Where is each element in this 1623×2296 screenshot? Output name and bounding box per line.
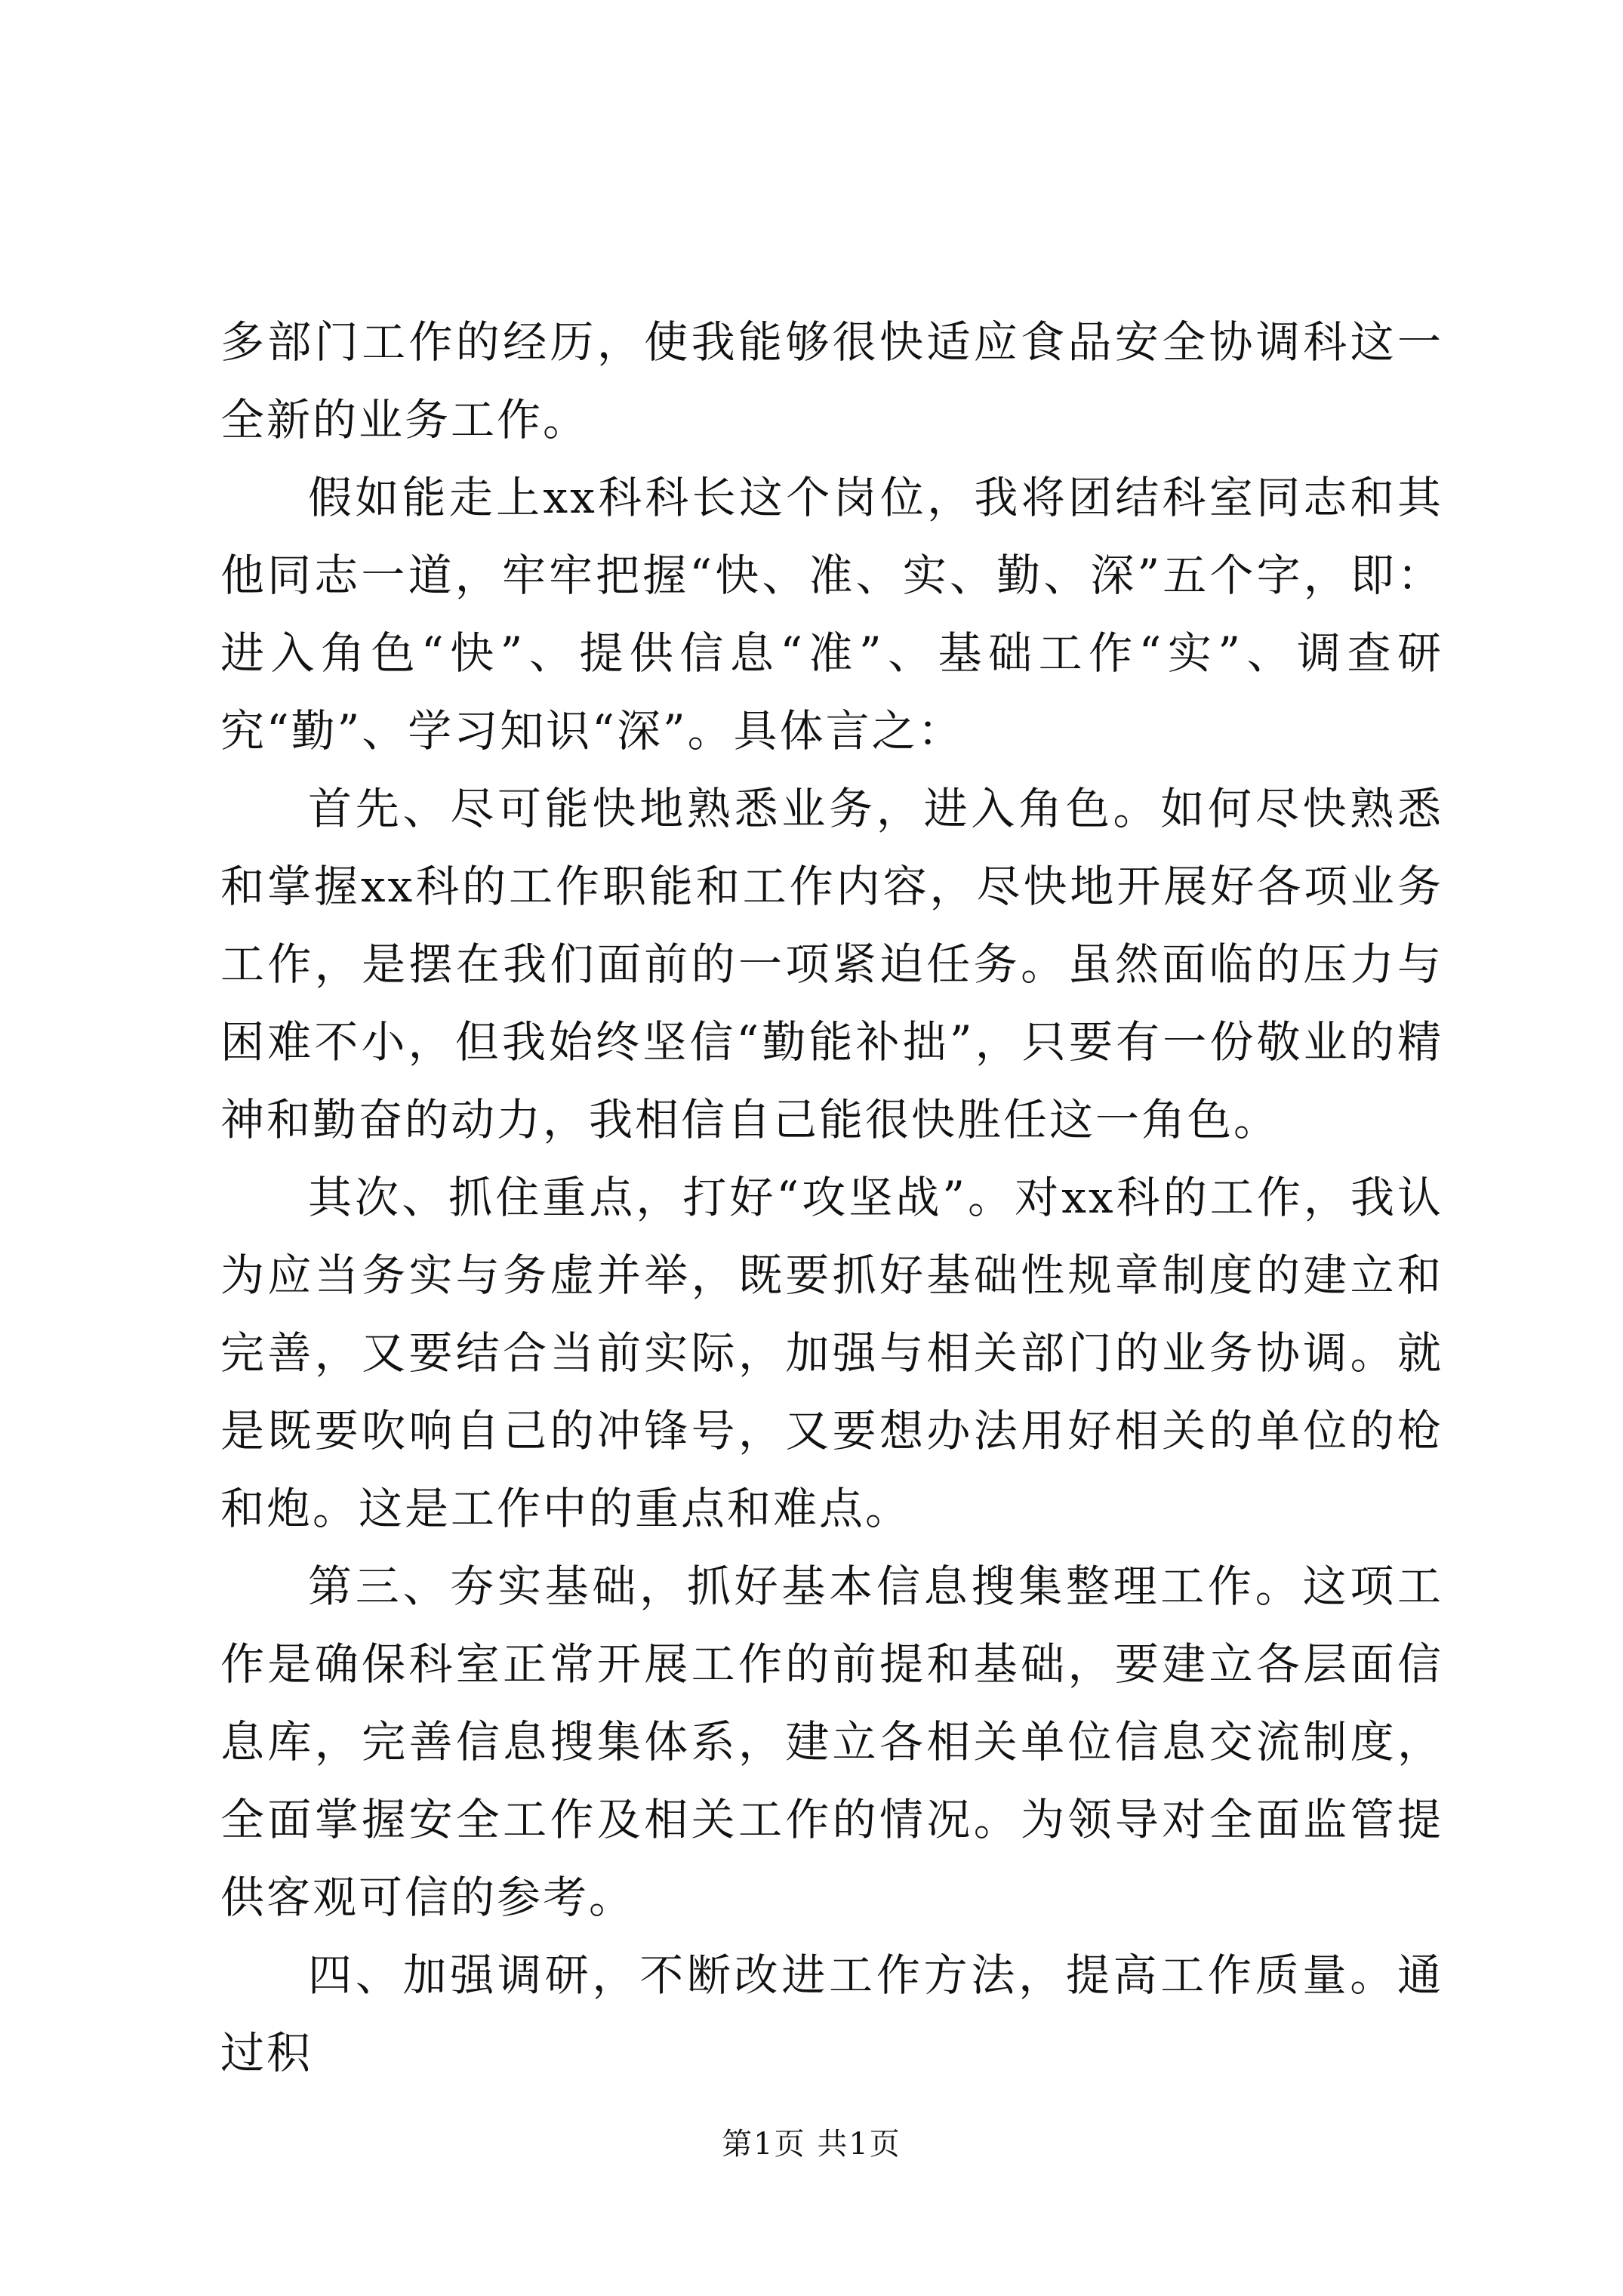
paragraph-third-point: 第三、夯实基础，抓好基本信息搜集整理工作。这项工作是确保科室正常开展工作的前提和基础，要建立各层面信息库，完善信息搜集体系，建立各相关单位信息交流制度，全面掌握安全工作及相关工作的情况。为领导对全面监管提供客观可信的参考。 <box>220 1561 1443 1923</box>
document-body <box>220 304 1443 2092</box>
paragraph-continuation: 多部门工作的经历，使我能够很快适应食品安全协调科这一全新的业务工作。 <box>220 316 1443 445</box>
paragraph-second-point: 其次、抓住重点，打好“攻坚战”。对xx科的工作，我认为应当务实与务虚并举，既要抓好基础性规章制度的建立和完善，又要结合当前实际，加强与相关部门的业务协调。就是既要吹响自己的冲锋号，又要想办法用好相关的单位的枪和炮。这是工作中的重点和难点。 <box>220 1172 1443 1534</box>
page-number-footer: 第1页 共1页 <box>722 2127 901 2162</box>
paragraph-position-intent: 假如能走上xx科科长这个岗位，我将团结科室同志和其他同志一道，牢牢把握“快、准、实、勤、深”五个字，即：进入角色“快”、提供信息“准”、基础工作“实”、调查研究“勤”、学习知识“深”。具体言之： <box>220 472 1443 757</box>
paragraph-fourth-point: 四、加强调研，不断改进工作方法，提高工作质量。通过积 <box>220 1949 1443 2079</box>
paragraph-first-point: 首先、尽可能快地熟悉业务，进入角色。如何尽快熟悉和掌握xx科的工作职能和工作内容，尽快地开展好各项业务工作，是摆在我们面前的一项紧迫任务。虽然面临的压力与困难不小，但我始终坚信“勤能补拙”，只要有一份敬业的精神和勤奋的动力，我相信自己能很快胜任这一角色。 <box>220 783 1443 1145</box>
